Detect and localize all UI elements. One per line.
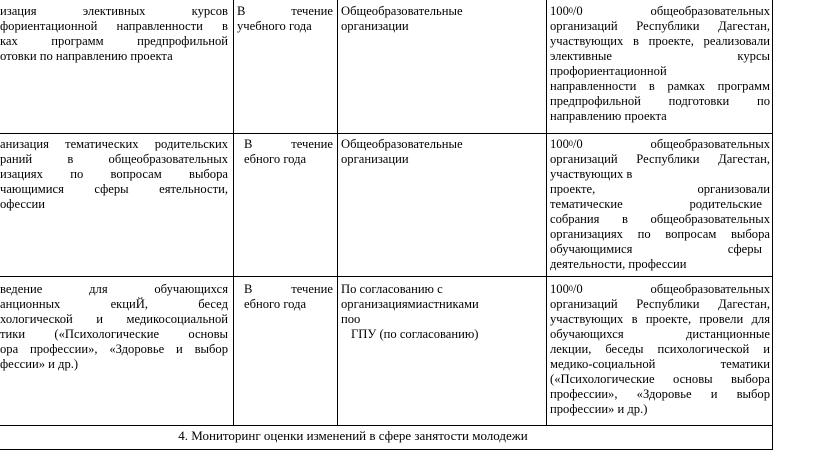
- text-line: учебного года: [237, 19, 312, 33]
- text-line: обучающимися сферы: [550, 242, 762, 256]
- table-border-col2: [337, 0, 338, 426]
- text-line: профессии» и др.): [550, 402, 648, 416]
- text-line: участвующих в проекте, провели для: [550, 312, 770, 326]
- text-line: организациямиастниками: [341, 297, 479, 311]
- text-line: фессии» и др.): [0, 357, 79, 371]
- text-line: участвующих в проекте, реализовали: [550, 34, 770, 48]
- text-line: анизация тематических родительских: [0, 137, 228, 151]
- row2-term-cell: [244, 137, 333, 167]
- table-border-row3: [0, 425, 773, 426]
- text-line: ебного года: [244, 297, 307, 311]
- text-line: анционных екциЙ, бесед: [0, 297, 228, 311]
- text-line: тики («Психологические основы: [0, 327, 228, 341]
- percent-superscript: 0: [568, 139, 573, 148]
- row2-activity-cell: [0, 137, 228, 212]
- row1-result-cell: [550, 4, 770, 124]
- text-line: Общеобразовательные: [341, 4, 463, 18]
- table-border-right: [772, 0, 773, 450]
- text-line: хологической и медикосоциальной: [0, 312, 228, 326]
- text-line: тематические родительские: [550, 197, 762, 211]
- text-line: изациях по вопросам выбора: [0, 167, 228, 181]
- percent-value: 100: [550, 282, 569, 296]
- row1-activity-cell: [0, 4, 228, 64]
- text-line: [550, 4, 770, 19]
- text-line: ведение для обучающихся: [0, 282, 228, 296]
- row2-result-cell: [550, 137, 770, 272]
- row3-term-cell: [244, 282, 333, 312]
- section-heading-text: 4. Мониторинг оценки изменений в сфере занятости молодежи: [178, 428, 528, 443]
- percent-superscript: 0: [568, 284, 573, 293]
- text-line: организаций Республики Дагестан,: [550, 297, 770, 311]
- text-line: организации: [341, 152, 409, 166]
- row3-activity-cell: [0, 282, 228, 372]
- text-line: ора профессии», «Здоровье и выбор: [0, 342, 228, 356]
- text-line: лекции, беседы психологической и: [550, 342, 770, 356]
- text-line: организаций Республики Дагестан,: [550, 19, 770, 33]
- text-line: медико-социальной тематики: [550, 357, 770, 371]
- text-line: элективные курсы: [550, 49, 770, 63]
- text-line: («Психологические основы выбора: [550, 372, 770, 386]
- text-line: [550, 282, 770, 297]
- text-line: В течение: [237, 4, 333, 18]
- text-line: чающимися сферы еятельности,: [0, 182, 228, 196]
- text-line: раний в общеобразовательных: [0, 152, 228, 166]
- text-line: участвующих в: [550, 167, 633, 181]
- text-line: В течение: [244, 137, 333, 151]
- table-border-col3: [546, 0, 547, 426]
- text-line: направленности в рамках программ: [550, 79, 770, 93]
- text-line: изация элективных курсов: [0, 4, 228, 18]
- text-line: организации: [341, 19, 409, 33]
- text-line: По согласованию с: [341, 282, 443, 296]
- table-border-bottom: [0, 449, 773, 450]
- text-line: профессии», «Здоровье и выбор: [550, 387, 770, 401]
- row1-executors-cell: [341, 4, 541, 34]
- text-line: организаций Республики Дагестан,: [550, 152, 770, 166]
- table-border-col1: [233, 0, 234, 426]
- table-border-row1: [0, 133, 773, 134]
- text-line: офессии: [0, 197, 46, 211]
- text-line: фориентационной направленности в: [0, 19, 228, 33]
- row1-term-cell: [237, 4, 333, 34]
- row3-executors-cell: [341, 282, 541, 342]
- text-line: профориентационной: [550, 64, 667, 78]
- text-line: поо: [341, 312, 361, 326]
- percent-value: 100: [550, 137, 569, 151]
- text-line: [550, 137, 770, 152]
- row2-executors-cell: [341, 137, 541, 167]
- percent-tail: /0 общеобразовательных: [572, 282, 770, 296]
- section-heading: [0, 428, 816, 444]
- percent-value: 100: [550, 4, 569, 18]
- percent-tail: /0 общеобразовательных: [572, 137, 770, 151]
- table-border-row2: [0, 276, 773, 277]
- text-line: ках программ предпрофильной: [0, 34, 228, 48]
- text-line: ГПУ (по согласованию): [351, 327, 479, 341]
- text-line: В течение: [244, 282, 333, 296]
- text-line: обучающихся дистанционные: [550, 327, 770, 341]
- text-line: ебного года: [244, 152, 307, 166]
- text-line: отовки по направлению проекта: [0, 49, 173, 63]
- text-line: проекте, организовали: [550, 182, 770, 196]
- percent-superscript: 0: [568, 6, 573, 15]
- text-line: предпрофильной подготовки по: [550, 94, 770, 108]
- text-line: организациях по вопросам выбора: [550, 227, 770, 241]
- text-line: Общеобразовательные: [341, 137, 463, 151]
- text-line: деятельности, профессии: [550, 257, 687, 271]
- text-line: собрания в общеобразовательных: [550, 212, 770, 226]
- percent-tail: /0 общеобразовательных: [572, 4, 770, 18]
- text-line: направлению проекта: [550, 109, 667, 123]
- row3-result-cell: [550, 282, 770, 417]
